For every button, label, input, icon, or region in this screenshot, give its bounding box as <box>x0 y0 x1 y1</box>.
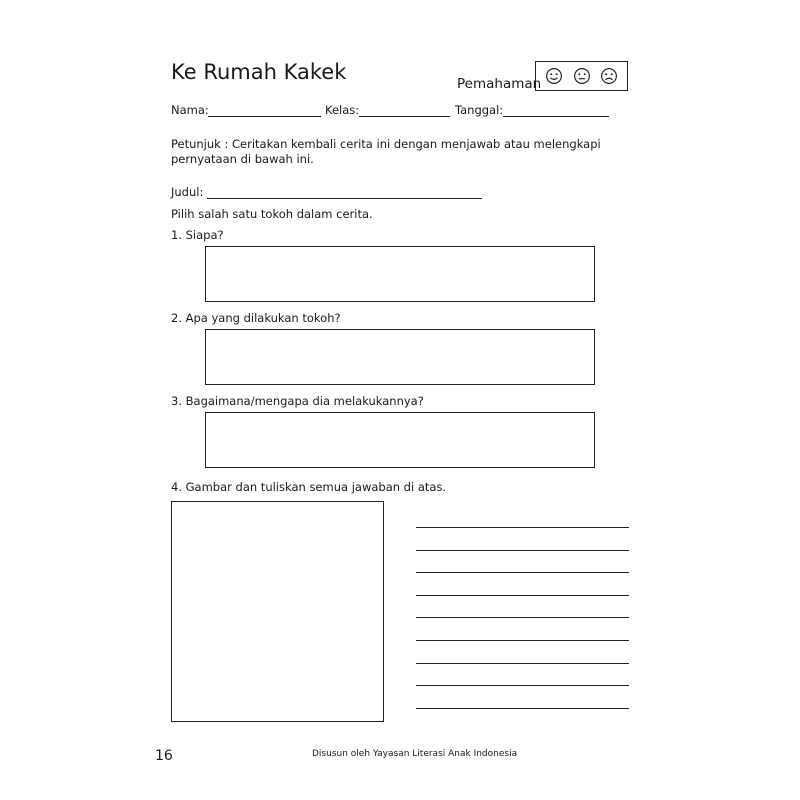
writing-line[interactable] <box>416 572 629 573</box>
writing-line[interactable] <box>416 595 629 596</box>
footer-credit: Disusun oleh Yayasan Literasi Anak Indonesia <box>312 749 518 759</box>
question-2: 2. Apa yang dilakukan tokoh? <box>171 311 341 325</box>
pemahaman-label: Pemahaman <box>457 76 542 92</box>
judul-input-line[interactable] <box>207 198 482 199</box>
smiley-sad-icon[interactable] <box>600 67 618 85</box>
tanggal-input-line[interactable] <box>503 116 609 117</box>
question-3: 3. Bagaimana/mengapa dia melakukannya? <box>171 394 424 408</box>
kelas-input-line[interactable] <box>359 116 450 117</box>
nama-label: Nama: <box>171 103 209 117</box>
page-number: 16 <box>155 748 173 764</box>
writing-line[interactable] <box>416 617 629 618</box>
page-title: Ke Rumah Kakek <box>171 60 347 84</box>
writing-line[interactable] <box>416 527 629 528</box>
judul-label: Judul: <box>171 185 204 199</box>
writing-line[interactable] <box>416 685 629 686</box>
answer-box-2[interactable] <box>205 329 595 385</box>
choose-character-text: Pilih salah satu tokoh dalam cerita. <box>171 207 373 221</box>
tanggal-label: Tanggal: <box>455 103 504 117</box>
writing-line[interactable] <box>416 663 629 664</box>
smiley-neutral-icon[interactable] <box>573 67 591 85</box>
instruction-line-2: pernyataan di bawah ini. <box>171 152 314 166</box>
answer-box-3[interactable] <box>205 412 595 468</box>
question-1: 1. Siapa? <box>171 228 224 242</box>
writing-line[interactable] <box>416 708 629 709</box>
writing-line[interactable] <box>416 640 629 641</box>
instruction-line-1: Petunjuk : Ceritakan kembali cerita ini dengan menjawab atau melengkapi <box>171 137 601 151</box>
writing-line[interactable] <box>416 550 629 551</box>
smiley-happy-icon[interactable] <box>545 67 563 85</box>
nama-input-line[interactable] <box>208 116 321 117</box>
question-4: 4. Gambar dan tuliskan semua jawaban di atas. <box>171 480 447 494</box>
drawing-box[interactable] <box>171 501 384 722</box>
kelas-label: Kelas: <box>325 103 360 117</box>
pemahaman-rating-box <box>535 61 628 91</box>
answer-box-1[interactable] <box>205 246 595 302</box>
